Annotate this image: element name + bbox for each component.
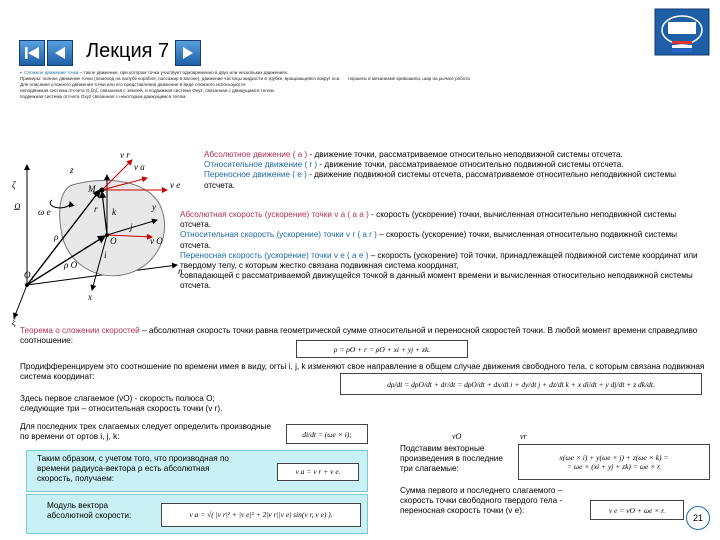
k-label: k bbox=[112, 207, 116, 217]
point-o1 bbox=[25, 283, 29, 287]
per-speed-text2: совпадающей с рассматриваемой движущейся точкой в данный момент времени и вычисленная относительно неподвижной системы отсчета. bbox=[180, 271, 693, 291]
intro-line2b: поршень в механизме кривошипа, шар на рычаге робота bbox=[348, 76, 470, 81]
eta-label: η bbox=[178, 266, 183, 276]
substitute-formula-2: = ωe × (xi + yj + zk) = ωe × r. bbox=[566, 462, 662, 471]
x-label: x bbox=[88, 292, 92, 302]
y-label: y bbox=[152, 202, 156, 212]
intro-definition: – такое движение, при котором точка участвует одновременно в двух или нескольких движениях. bbox=[78, 70, 289, 75]
rho-o-label: ρ O bbox=[64, 260, 78, 270]
vr-under-label: vr bbox=[520, 432, 527, 441]
motions-block bbox=[204, 150, 704, 191]
sum-formula: v e = vO + ωe × r. bbox=[590, 500, 684, 520]
first-slide-button[interactable] bbox=[19, 40, 45, 66]
j-label: j bbox=[130, 222, 133, 232]
rel-speed-text: – скорость (ускорение) точки, вычисленная относительно подвижной системы отсчета. bbox=[180, 230, 678, 250]
zeta-label: ζ bbox=[12, 180, 16, 190]
r-label: r bbox=[94, 204, 98, 214]
rel-motion-head: Относительное движение ( r ) bbox=[204, 160, 318, 170]
first-term-line1: Здесь первое слагаемое (vO) - скорость полюса O; bbox=[20, 394, 215, 403]
abs-speed-head: Абсолютная скорость (ускорение) точки v a ( a a ) bbox=[180, 210, 369, 219]
vo-under-label: vO bbox=[452, 432, 462, 441]
theorem-text: – абсолютная скорость точки равна геометрической сумме относительной и переносной скоростей точки. В любой момент времени справедливо соотношение: bbox=[20, 326, 698, 346]
abs-motion-head: Абсолютное движение ( a ) bbox=[204, 150, 308, 159]
o1-label: O₁ bbox=[24, 270, 34, 280]
point-m bbox=[100, 188, 105, 193]
intro-line5: подвижная система отсчета Oxyz связанная с некоторым движущимся телом. bbox=[20, 94, 187, 99]
modulus-text: Модуль вектора абсолютной скорости: bbox=[47, 501, 132, 521]
theorem-formula: ρ = ρO + r = ρO + xi + yj + zk. bbox=[296, 340, 468, 358]
substitute-text: Подставим векторные произведения в последние три слагаемые: bbox=[400, 444, 503, 474]
page-title: Лекция 7 bbox=[86, 40, 170, 62]
kinematics-diagram bbox=[12, 140, 192, 330]
per-speed-text: – скорость (ускорение) той точки, принадлежащей подвижной системе координат или твердому телу, с которым жестко связана подвижная система координат, bbox=[180, 250, 698, 271]
derivs-formula: di/dt = (ωe × i); bbox=[286, 424, 368, 444]
va-label: v a bbox=[134, 162, 145, 172]
modulus-formula: v a = √( |v r|² + |v e|² + 2|v r||v e| sin(v r, v e) ). bbox=[161, 503, 361, 527]
first-term-block bbox=[20, 394, 340, 414]
m-label: M bbox=[88, 184, 96, 194]
o-label: O bbox=[110, 236, 117, 246]
omega-e-label: ω e bbox=[38, 207, 51, 217]
modulus-box bbox=[26, 494, 368, 534]
omega-label: Ω bbox=[14, 202, 21, 212]
ve-label: v e bbox=[170, 180, 181, 190]
intro-term: Сложное движение точки bbox=[24, 70, 79, 75]
xi-axis bbox=[14, 285, 27, 318]
arrow-left-icon bbox=[48, 41, 72, 65]
derivs-text: Для последних трех слагаемых следует определить производные по времени от ортов i, j, k: bbox=[20, 422, 271, 442]
intro-line3: Для описания сложного движения точки или его представления движение в виде сложного используются bbox=[20, 82, 246, 87]
intro-line4: неподвижная система отсчета O₁ξηζ, связанная с землей, и подвижная система Oxyz, связанная с движущимся телом. bbox=[20, 88, 275, 93]
conclusion-box bbox=[26, 450, 368, 492]
speeds-block bbox=[180, 210, 700, 292]
conclusion-formula: v a = v r + v e. bbox=[277, 463, 359, 481]
intro-block: • Сложное движение точки – такое движение, при котором точка участвует одновременно в двух или нескольких движениях. Примеры: полное движение точки (пешеход на палубе корабля, пассажир в вагоне), движение частицы жидкости в трубке, вращающейся вокруг оси. поршень в механизме кривошипа, шар на рычаге робота Для описания сложного движения точки или его представления движение в виде сложного используются неподвижная система отсчета O₁ξηζ, связанная с землей, и подвижная система Oxyz, связанная с движущимся телом. подвижная система отсчета Oxyz связанная с некоторым движущимся телом. bbox=[20, 70, 680, 100]
intro-line2: Примеры: полное движение точки (пешеход на палубе корабля, пассажир в вагоне), движение частицы жидкости в трубке, вращающейся вокруг оси. bbox=[20, 76, 341, 81]
per-motion-head: Переносное движение ( e ) bbox=[204, 170, 307, 180]
sum-text: Сумма первого и последнего слагаемого – скорость точки свободного твердого тела - переносная скорость точки (v e): bbox=[400, 486, 563, 516]
rho-label: ρ bbox=[54, 232, 59, 242]
substitute-formula-1: x(ωe × i) + y(ωe × j) + z(ωe × k) = bbox=[559, 453, 669, 462]
xi-label: ξ bbox=[12, 317, 16, 327]
z-label: z bbox=[70, 165, 74, 175]
per-speed-head: Переносная скорость (ускорение) точки v e ( a e ) bbox=[180, 250, 369, 260]
rel-speed-head: Относительная скорость (ускорение) точки v r ( a r ) bbox=[180, 230, 377, 240]
diff-text: Продифференцируем это соотношение по времени имея в виду, orтьі i, j, k изменяют свое направление в общем случае движения свободного тела, с которым связана подвижная система координат: bbox=[20, 362, 705, 382]
substitute-formula bbox=[518, 444, 710, 480]
abs-speed-text: - скорость (ускорение) точки, вычисленная относительно неподвижной системы отсчета. bbox=[180, 210, 677, 230]
next-slide-button[interactable] bbox=[175, 40, 201, 66]
first-term-line2: следующие три – относительная скорость точки (v r). bbox=[20, 404, 223, 414]
conclusion-text: Таким образом, с учетом того, что производная по времени радиуса-вектора ρ есть абсолютная скорость, получаем: bbox=[37, 454, 229, 484]
theorem-head: Теорема о сложении скоростей bbox=[20, 326, 140, 335]
vo-label: v O bbox=[150, 236, 163, 246]
rel-motion-text: - движение точки, рассматриваемое относительно подвижной системы отсчета. bbox=[317, 160, 624, 170]
abs-motion-text: - движение точки, рассматриваемое относительно неподвижной системы отсчета. bbox=[307, 150, 623, 159]
arrow-right-icon bbox=[176, 41, 200, 65]
point-o bbox=[105, 233, 109, 237]
university-logo bbox=[654, 8, 710, 56]
previous-slide-button[interactable] bbox=[47, 40, 73, 66]
vr-label: v r bbox=[120, 150, 130, 160]
logo-emblem-icon bbox=[654, 8, 710, 56]
skip-back-icon bbox=[20, 41, 44, 65]
i-label: i bbox=[104, 250, 107, 260]
per-motion-text: - движение подвижной системы отсчета, рассматриваемое относительно неподвижной системы отсчета. bbox=[204, 170, 676, 190]
page-number: 21 bbox=[686, 506, 710, 530]
diff-formula: dρ/dt = dρO/dt + dr/dt = dρO/dt + dx/dt i + dy/dt j + dz/dt k + x di/dt + y dj/dt + z dk/dt. bbox=[340, 373, 702, 395]
